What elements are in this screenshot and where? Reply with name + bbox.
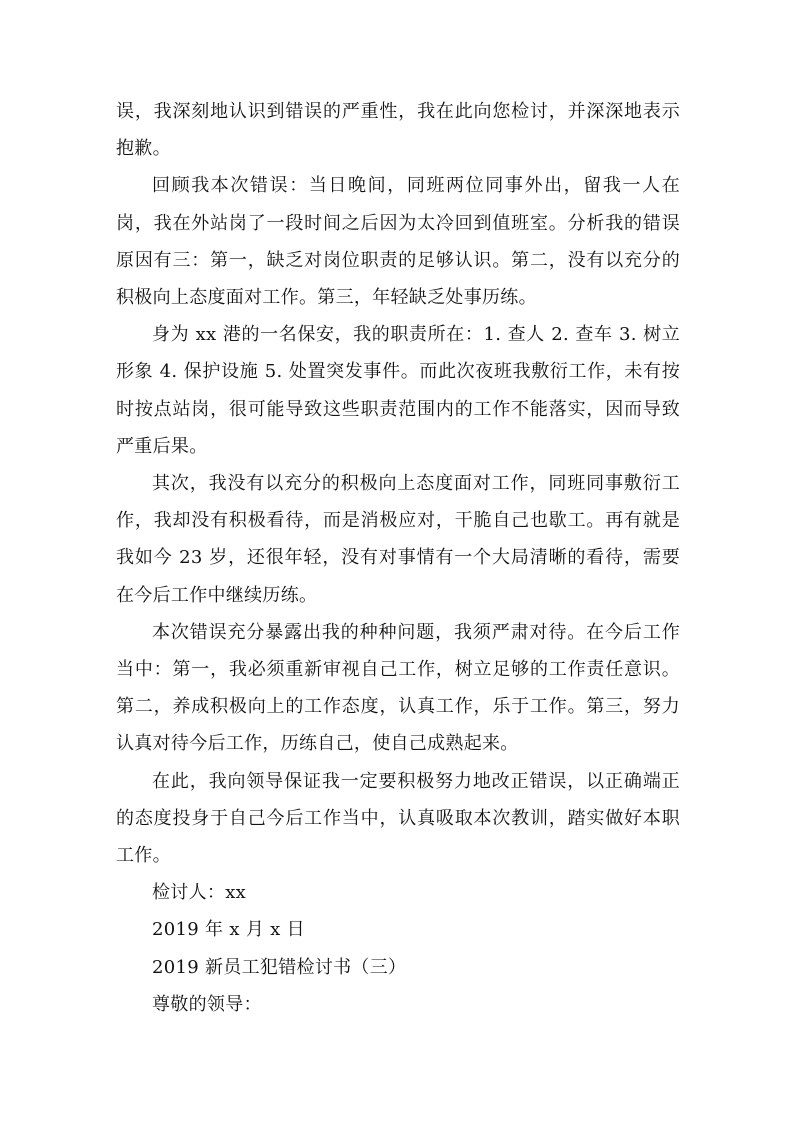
paragraph-review: 回顾我本次错误：当日晚间，同班两位同事外出，留我一人在岗，我在外站岗了一段时间之后因为太冷回到值班室。分析我的错误原因有三：第一，缺乏对岗位职责的足够认识。第二，没有以充分的积极向上态度面对工作。第三，年轻缺乏处事历练。 [116, 175, 680, 309]
paragraph-promise: 在此，我向领导保证我一定要积极努力地改正错误，以正确端正的态度投身于自己今后工作当中，认真吸取本次教训，踏实做好本职工作。 [116, 770, 680, 867]
paragraph-secondly: 其次，我没有以充分的积极向上态度面对工作，同班同事敷衍工作，我却没有积极看待，而是消极应对，干脆自己也歇工。再有就是我如今 23 岁，还很年轻，没有对事情有一个大局清晰的看待，需要在今后工作中继续历练。 [116, 473, 680, 606]
paragraph-duties: 身为 xx 港的一名保安，我的职责所在：1. 查人 2. 查车 3. 树立形象 4. 保护设施 5. 处置突发事件。而此次夜班我敷衍工作，未有按时按点站岗，很可能导致这些职责范围内的工作不能落实，因而导致严重后果。 [116, 324, 680, 457]
salutation-line: 尊敬的领导： [152, 993, 262, 1015]
document-page [116, 93, 680, 1023]
date-line: 2019 年 x 月 x 日 [152, 919, 305, 941]
paragraph-improvements: 本次错误充分暴露出我的种种问题，我须严肃对待。在今后工作当中：第一，我必须重新审视自己工作，树立足够的工作责任意识。第二，养成积极向上的工作态度，认真工作，乐于工作。第三，努力认真对待今后工作，历练自己，使自己成熟起来。 [116, 621, 680, 755]
paragraph-apology: 误，我深刻地认识到错误的严重性，我在此向您检讨，并深深地表示抱歉。 [116, 101, 680, 160]
signature-line: 检讨人：xx [152, 882, 247, 904]
next-document-title: 2019 新员工犯错检讨书（三） [152, 956, 407, 978]
